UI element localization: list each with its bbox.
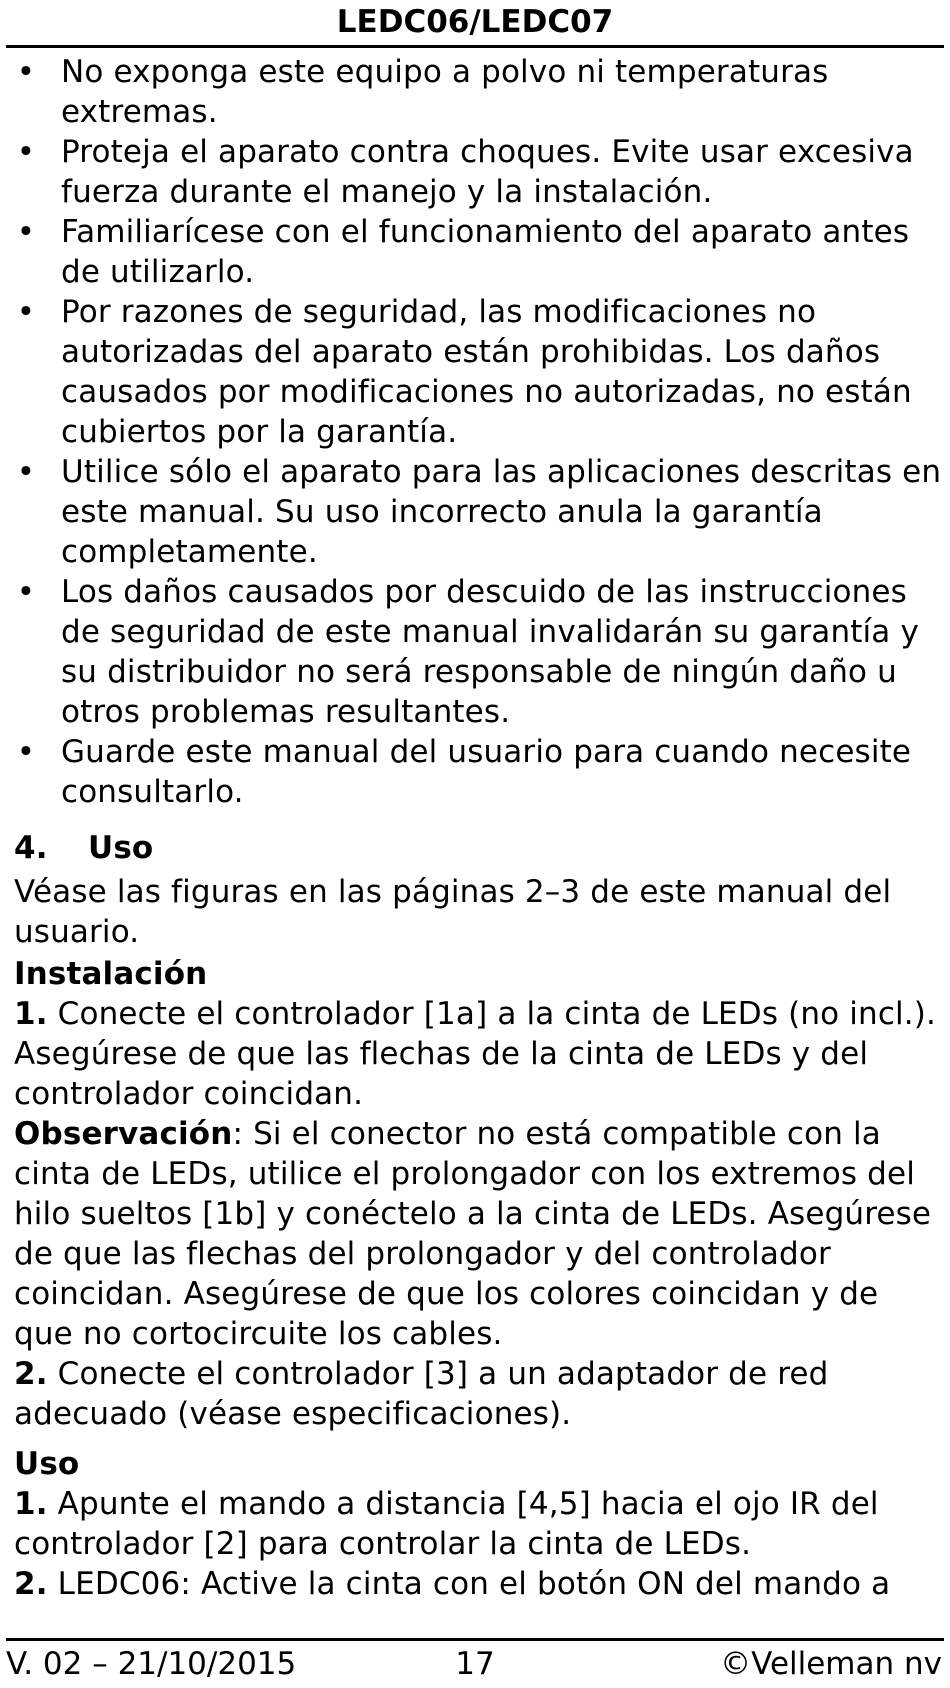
- step-number: 2.: [14, 1356, 48, 1392]
- note-text: : Si el conector no está compatible con la cinta de LEDs, utilice el prolongador con los extremos del hilo sueltos [1b] y conéctelo a la cinta de LEDs. Asegúrese de que las flechas del prolongador y del controlador coincidan. Asegúrese de que los colores coincidan y de que no cortocircuite los cables.: [14, 1116, 932, 1352]
- bullet-icon: •: [16, 54, 36, 90]
- installation-step-2: [14, 1354, 942, 1434]
- bullet-icon: •: [16, 734, 36, 770]
- usage-heading: Uso: [14, 1446, 80, 1482]
- bullet-icon: •: [16, 294, 36, 330]
- bullet-text: Por razones de seguridad, las modificaciones no autorizadas del aparato están prohibidas. Los daños causados por modificaciones no autorizadas, no están cubiertos por la garantía.: [61, 294, 912, 450]
- step-text: LEDC06: Active la cinta con el botón ON del mando a: [47, 1566, 891, 1602]
- bullet-item: [14, 52, 942, 132]
- bullet-item: [14, 132, 942, 212]
- page-footer: [0, 1644, 950, 1688]
- page-content: [14, 52, 942, 1604]
- bullet-item: [14, 212, 942, 292]
- section-number: 4.: [14, 830, 48, 866]
- footer-divider: [6, 1638, 944, 1641]
- bullet-icon: •: [16, 214, 36, 250]
- bullet-text: Guarde este manual del usuario para cuando necesite consultarlo.: [61, 734, 912, 810]
- installation-heading: Instalación: [14, 956, 208, 992]
- footer-copyright: ©Velleman nv: [720, 1646, 942, 1682]
- bullet-icon: •: [16, 454, 36, 490]
- step-number: 1.: [14, 996, 48, 1032]
- page-header: [0, 0, 950, 46]
- header-title: LEDC06/LEDC07: [336, 4, 614, 40]
- installation-note: [14, 1114, 942, 1354]
- step-text: Conecte el controlador [3] a un adaptador de red adecuado (véase especificaciones).: [14, 1356, 829, 1432]
- usage-step-1: [14, 1484, 942, 1564]
- step-number: 2.: [14, 1566, 48, 1602]
- footer-page-number: 17: [455, 1646, 495, 1682]
- note-label: Observación: [14, 1116, 233, 1152]
- section-intro: Véase las figuras en las páginas 2–3 de este manual del usuario.: [14, 874, 892, 950]
- safety-bullet-list: [14, 52, 942, 812]
- bullet-icon: •: [16, 574, 36, 610]
- bullet-text: Utilice sólo el aparato para las aplicaciones descritas en este manual. Su uso incorrecto anula la garantía completamente.: [61, 454, 942, 570]
- section-title: Uso: [88, 830, 154, 866]
- bullet-text: Los daños causados por descuido de las instrucciones de seguridad de este manual invalidarán su garantía y su distribuidor no será responsable de ningún daño u otros problemas resultantes.: [61, 574, 919, 730]
- usage-step-2: [14, 1564, 942, 1604]
- bullet-text: No exponga este equipo a polvo ni temperaturas extremas.: [61, 54, 829, 130]
- bullet-icon: •: [16, 134, 36, 170]
- bullet-item: [14, 732, 942, 812]
- step-number: 1.: [14, 1486, 48, 1522]
- bullet-text: Familiarícese con el funcionamiento del aparato antes de utilizarlo.: [61, 214, 910, 290]
- bullet-item: [14, 452, 942, 572]
- installation-step-1: [14, 994, 942, 1114]
- step-text: Apunte el mando a distancia [4,5] hacia el ojo IR del controlador [2] para controlar la cinta de LEDs.: [14, 1486, 879, 1562]
- section-heading: [14, 828, 942, 868]
- footer-version: V. 02 – 21/10/2015: [6, 1646, 297, 1682]
- bullet-text: Proteja el aparato contra choques. Evite usar excesiva fuerza durante el manejo y la instalación.: [61, 134, 914, 210]
- bullet-item: [14, 292, 942, 452]
- header-divider: [6, 45, 944, 48]
- step-text: Conecte el controlador [1a] a la cinta de LEDs (no incl.). Asegúrese de que las flechas de la cinta de LEDs y del controlador coincidan.: [14, 996, 937, 1112]
- bullet-item: [14, 572, 942, 732]
